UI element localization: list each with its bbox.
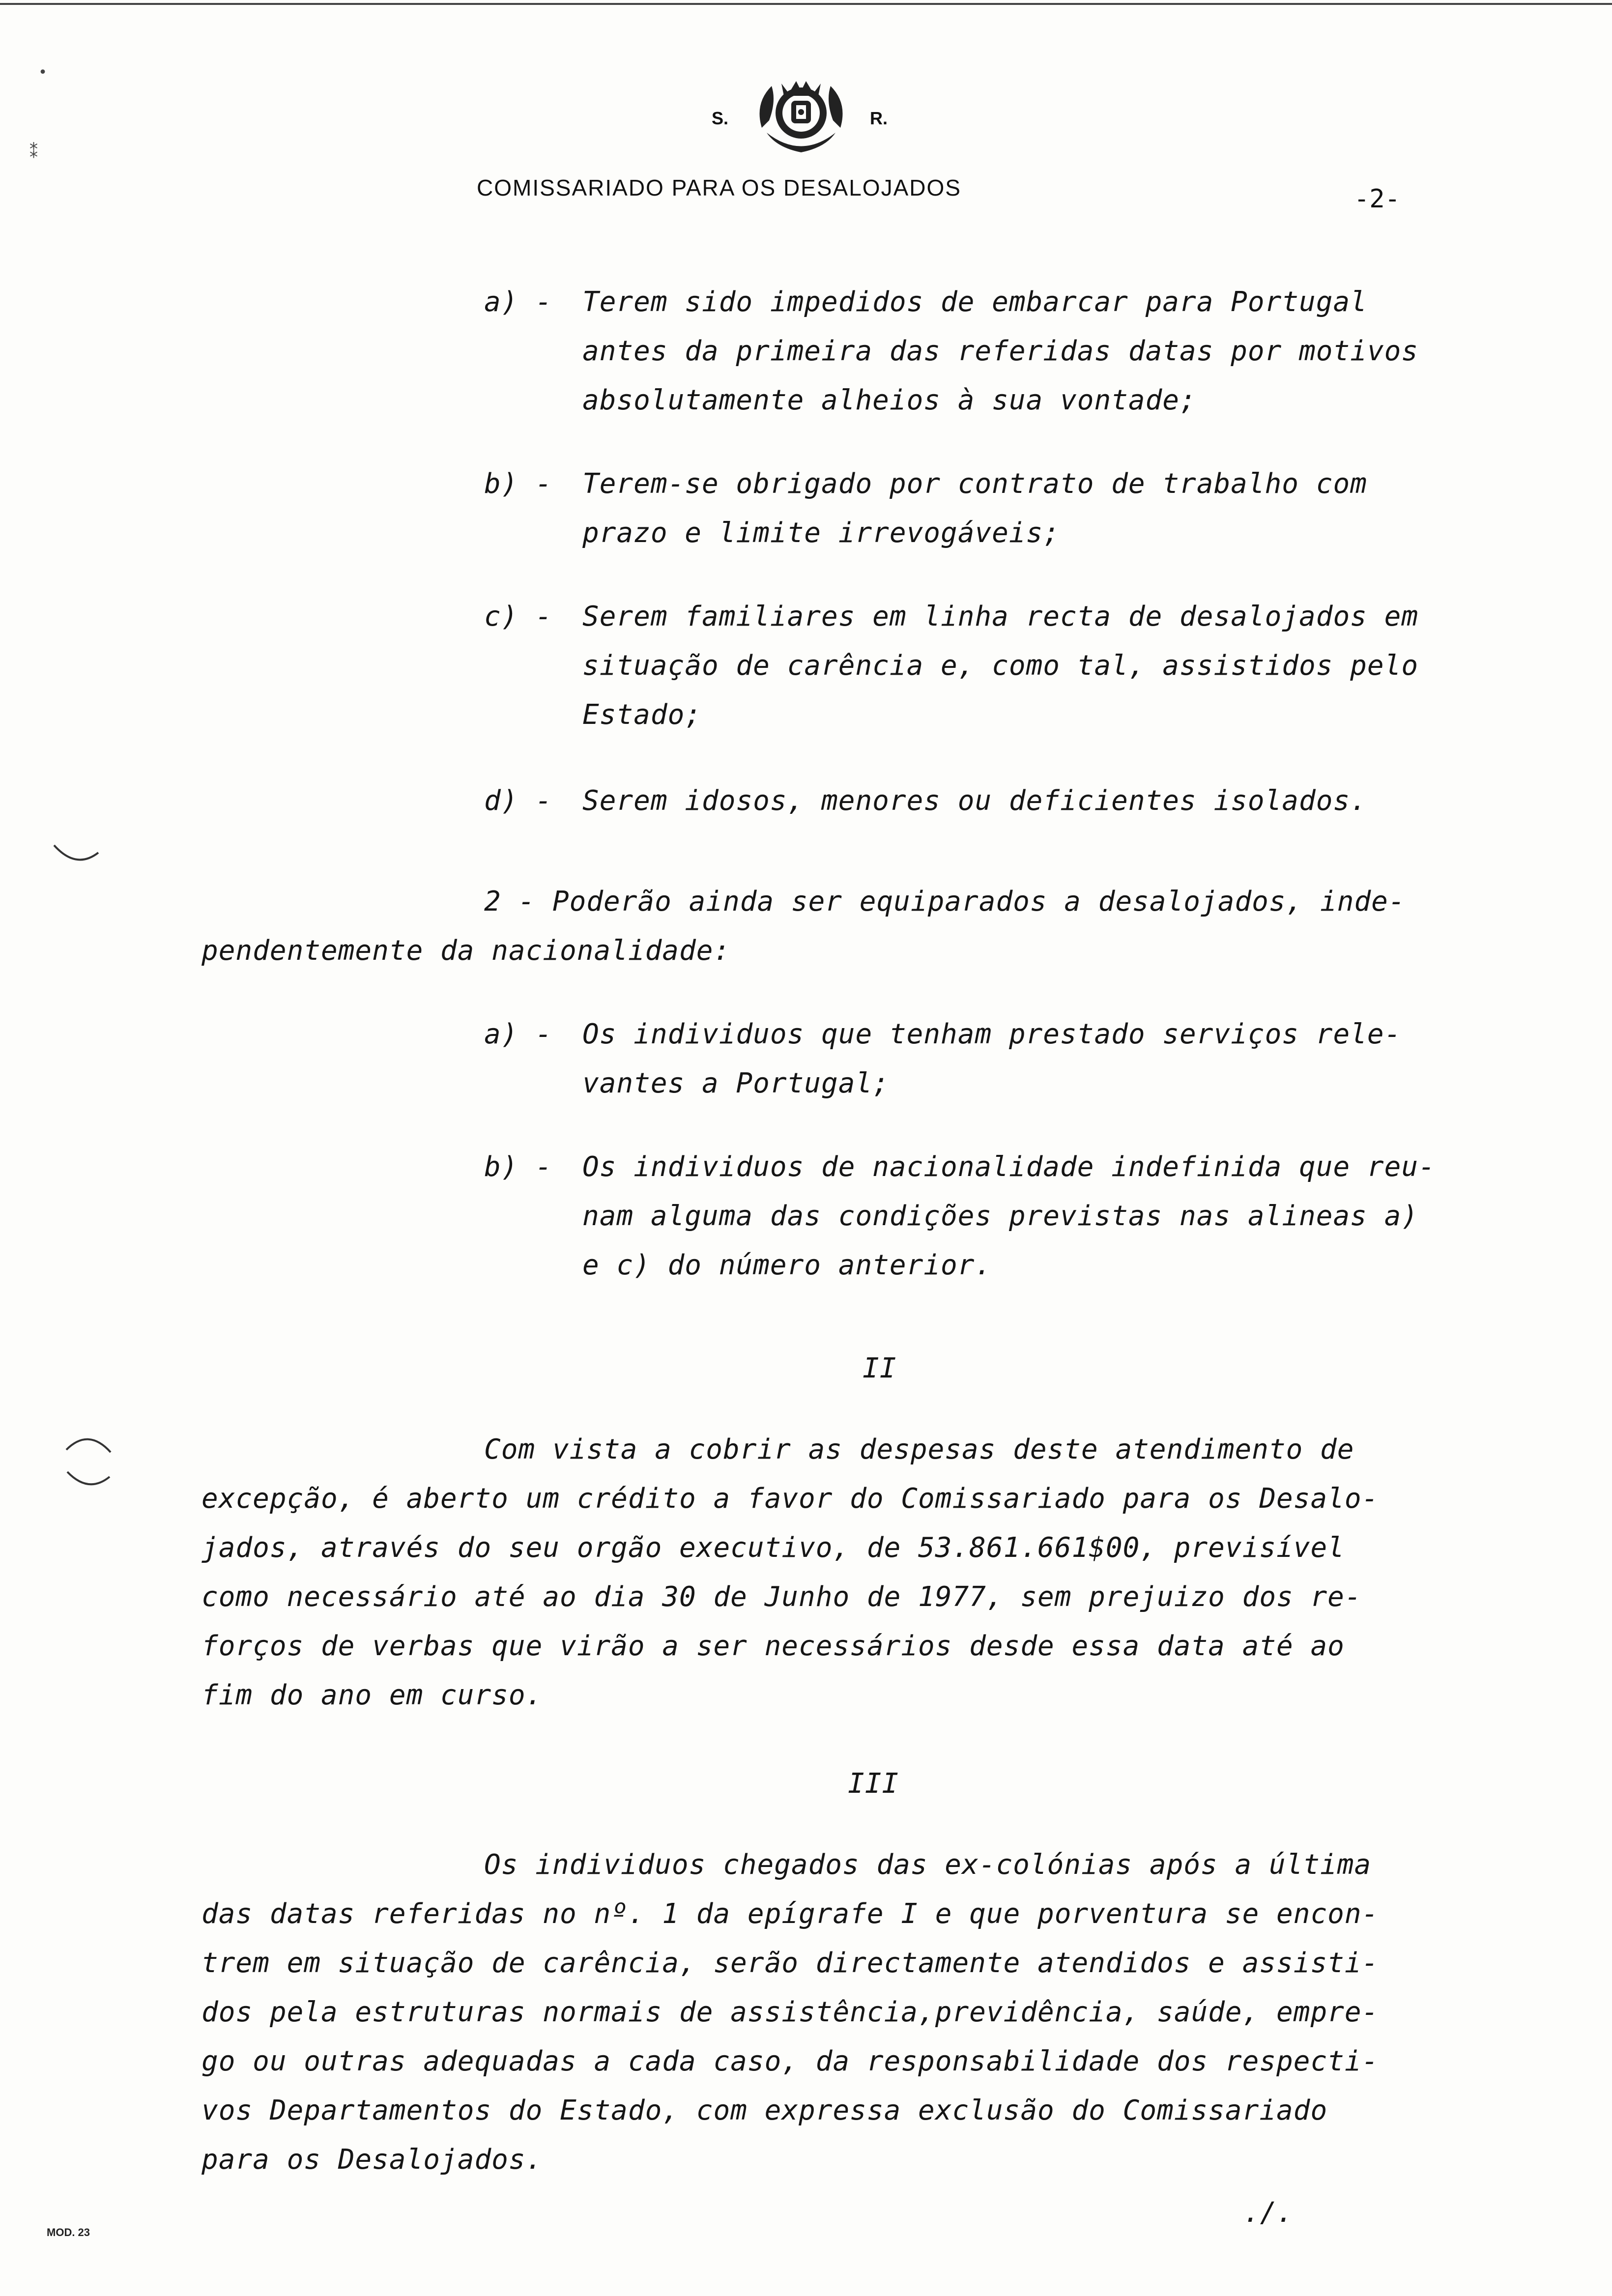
item-marker: b) - — [484, 468, 552, 500]
item-line: nam alguma das condições previstas nas alineas a) — [582, 1200, 1419, 1232]
margin-circle-mark — [61, 1430, 115, 1494]
item-line: prazo e limite irrevogáveis; — [582, 517, 1061, 549]
item-line: absolutamente alheios à sua vontade; — [582, 384, 1197, 416]
item-line: Serem familiares em linha recta de desalojados em — [582, 601, 1419, 632]
letterhead-r: R. — [870, 108, 888, 128]
section-ii-line: excepção, é aberto um crédito a favor do Comissariado para os Desalo- — [202, 1483, 1379, 1515]
department-title: COMISSARIADO PARA OS DESALOJADOS — [477, 175, 961, 201]
section-ii-heading: II — [863, 1352, 897, 1384]
item-marker: a) - — [484, 286, 552, 318]
section-iii-line: para os Desalojados. — [202, 2144, 543, 2176]
item-line: situação de carência e, como tal, assistidos pelo — [582, 650, 1419, 682]
section-ii-line: jados, através do seu orgão executivo, de 53.861.661$00, previsível — [202, 1532, 1345, 1564]
item-line: Terem sido impedidos de embarcar para Portugal — [582, 286, 1367, 318]
item-marker: d) - — [484, 785, 552, 817]
section-iii-line: Os individuos chegados das ex-colónias após a última — [484, 1849, 1372, 1881]
section-iii-heading: III — [848, 1768, 899, 1800]
item-line: Os individuos que tenham prestado serviços rele- — [582, 1018, 1402, 1050]
section-ii-line: forços de verbas que virão a ser necessários desde essa data até ao — [202, 1630, 1345, 1662]
section-ii-line: como necessário até ao dia 30 de Junho de 1977, sem prejuizo dos re- — [202, 1581, 1362, 1613]
section-iii-line: das datas referidas no nº. 1 da epígrafe I e que porventura se encon- — [202, 1898, 1379, 1930]
continuation-mark: ./. — [1243, 2197, 1294, 2229]
item-line: Os individuos de nacionalidade indefinida que reu- — [582, 1151, 1436, 1183]
item-line: Terem-se obrigado por contrato de trabalho com — [582, 468, 1367, 500]
section-iii-line: dos pela estruturas normais de assistência,previdência, saúde, empre- — [202, 1996, 1379, 2028]
coat-of-arms-seal-icon — [752, 74, 850, 157]
top-rule — [0, 3, 1612, 5]
section-ii-line: Com vista a cobrir as despesas deste atendimento de — [484, 1434, 1354, 1465]
section-iii-line: trem em situação de carência, serão directamente atendidos e assisti- — [202, 1947, 1379, 1979]
item-marker: a) - — [484, 1018, 552, 1050]
paragraph-2-line-2: pendentemente da nacionalidade: — [202, 935, 731, 967]
item-line: vantes a Portugal; — [582, 1067, 890, 1099]
margin-mark: • — [38, 64, 48, 81]
section-iii-line: go ou outras adequadas a cada caso, da responsabilidade dos respecti- — [202, 2045, 1379, 2077]
item-marker: c) - — [484, 601, 552, 632]
page-number: -2- — [1354, 184, 1400, 214]
margin-arc-mark — [52, 840, 101, 870]
margin-mark: ⁑ — [29, 143, 38, 162]
section-iii-line: vos Departamentos do Estado, com expressa exclusão do Comissariado — [202, 2095, 1328, 2126]
item-line: Estado; — [582, 699, 702, 731]
form-code: MOD. 23 — [47, 2226, 90, 2239]
item-marker: b) - — [484, 1151, 552, 1183]
item-line: Serem idosos, menores ou deficientes isolados. — [582, 785, 1367, 817]
section-ii-line: fim do ano em curso. — [202, 1679, 543, 1711]
letterhead-s: S. — [712, 108, 729, 128]
paragraph-2-line-1: 2 - Poderão ainda ser equiparados a desalojados, inde- — [484, 886, 1406, 918]
item-line: e c) do número anterior. — [582, 1249, 992, 1281]
letterhead — [0, 74, 1612, 157]
item-line: antes da primeira das referidas datas por motivos — [582, 335, 1419, 367]
